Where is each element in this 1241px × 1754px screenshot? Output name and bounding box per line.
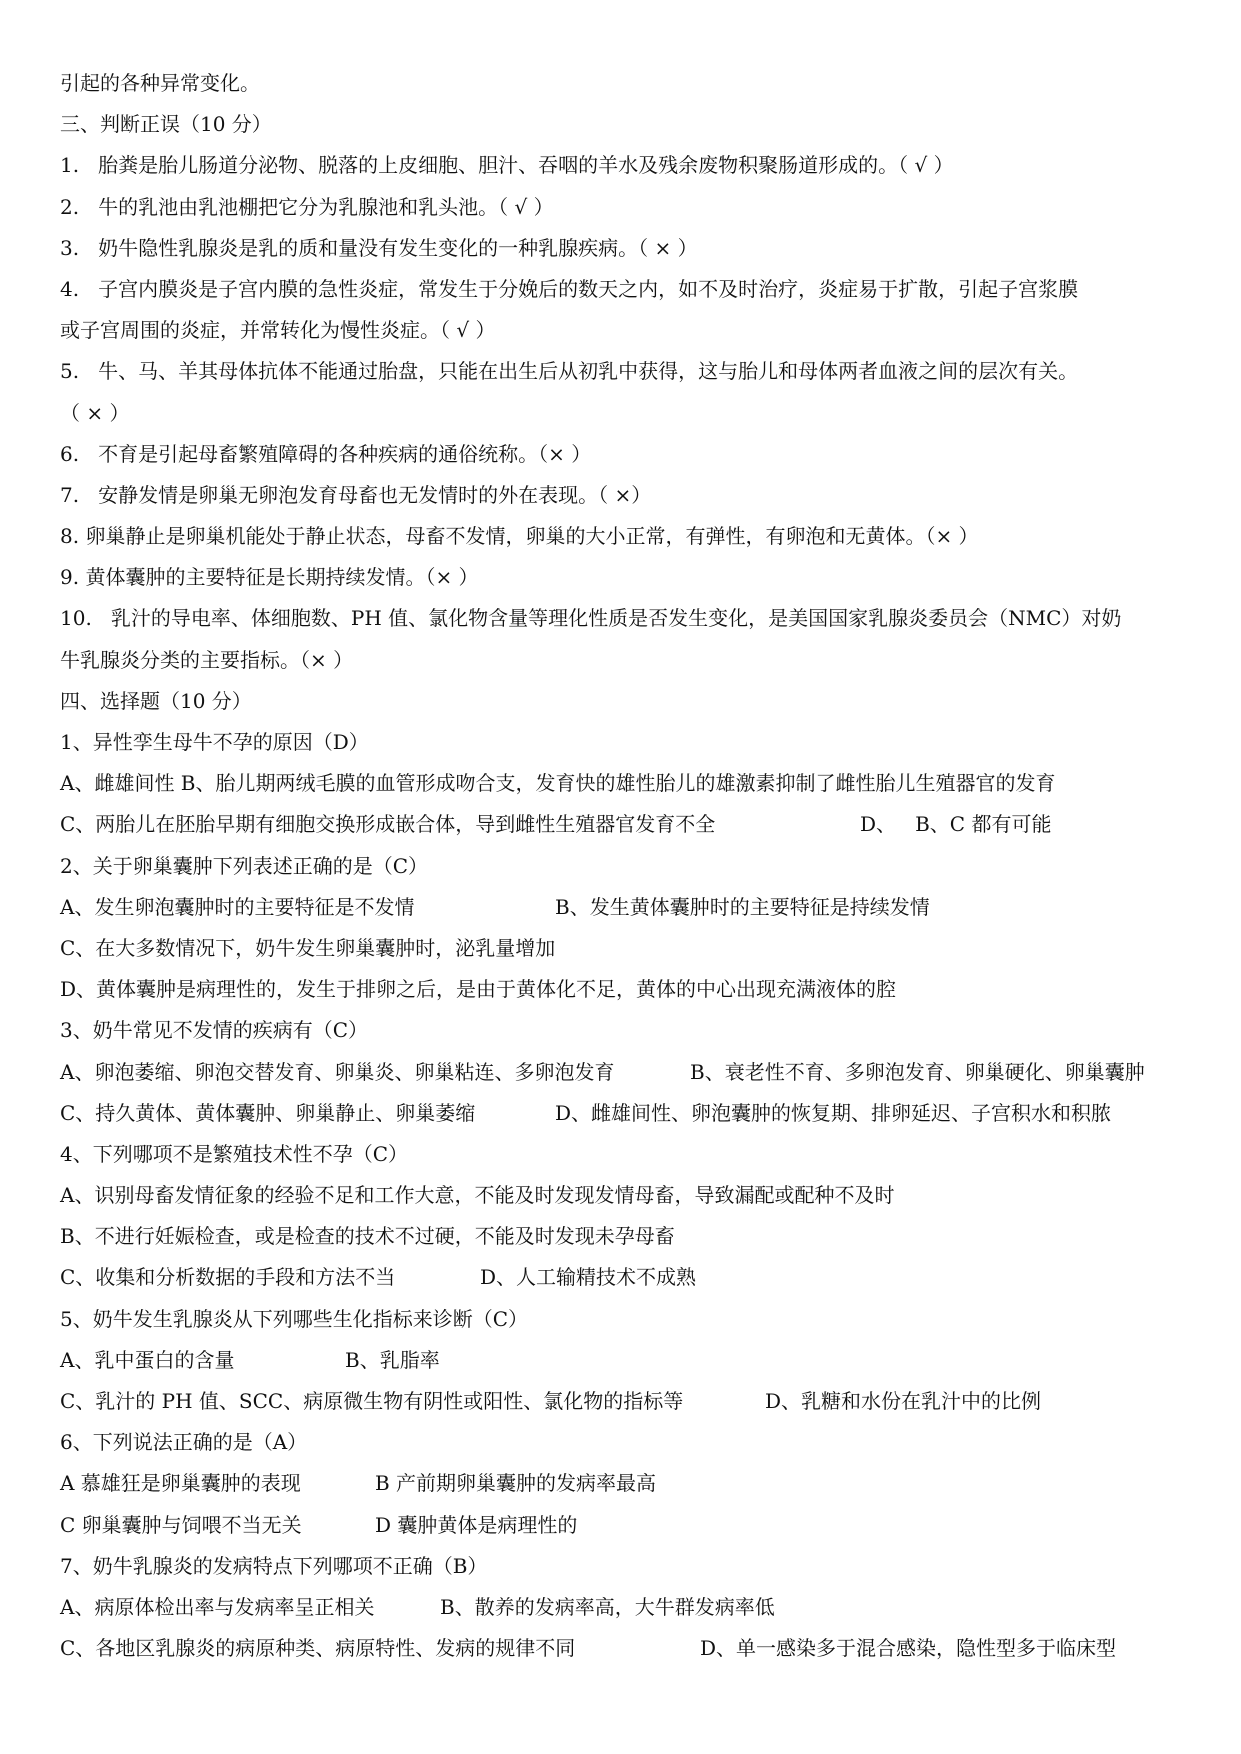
option-right: D、单一感染多于混合感染，隐性型多于临床型 xyxy=(700,1636,1117,1661)
option-line: D、黄体囊肿是病理性的，发生于排卵之后，是由于黄体化不足，黄体的中心出现充满液体的腔 xyxy=(60,977,897,1002)
option-left: A、病原体检出率与发病率呈正相关 xyxy=(60,1594,375,1619)
text-line: 7. 安静发情是卵巢无卵泡发育母畜也无发情时的外在表现。（ ×） xyxy=(60,482,652,507)
option-line xyxy=(60,1052,1190,1093)
option-left: C、各地区乳腺炎的病原种类、病原特性、发病的规律不同 xyxy=(60,1636,576,1661)
option-right: D、雌雄间性、卵泡囊肿的恢复期、排卵延迟、子宫积水和积脓 xyxy=(555,1100,1112,1125)
option-right: B、乳脂率 xyxy=(345,1347,440,1372)
text-line: （ × ） xyxy=(60,400,130,425)
option-left: C、持久黄体、黄体囊肿、卵巢静止、卵巢萎缩 xyxy=(60,1100,476,1125)
option-right: D、人工输精技术不成熟 xyxy=(480,1265,697,1290)
question-line: 1、异性孪生母牛不孕的原因（D） xyxy=(60,730,369,754)
option-line: A、识别母畜发情征象的经验不足和工作大意，不能及时发现发情母畜，导致漏配或配种不及时 xyxy=(60,1183,895,1208)
question-line: 2、关于卵巢囊肿下列表述正确的是（C） xyxy=(60,853,429,878)
option-left: C、两胎儿在胚胎早期有细胞交换形成嵌合体，导到雌性生殖器官发育不全 xyxy=(60,812,716,837)
option-line xyxy=(60,1257,1190,1298)
option-left: A 慕雄狂是卵巢囊肿的表现 xyxy=(60,1471,301,1496)
text-line: 9. 黄体囊肿的主要特征是长期持续发情。（× ） xyxy=(60,565,479,590)
option-line xyxy=(60,1340,1190,1381)
option-line: A、雌雄间性 B、胎儿期两绒毛膜的血管形成吻合支，发育快的雄性胎儿的雄激素抑制了雌性胎儿生殖器官的发育 xyxy=(60,771,1056,796)
option-right: B、衰老性不育、多卵泡发育、卵巢硬化、卵巢囊肿 xyxy=(690,1059,1145,1084)
option-right: D、乳糖和水份在乳汁中的比例 xyxy=(765,1389,1042,1413)
option-left: A、发生卵泡囊肿时的主要特征是不发情 xyxy=(60,894,415,919)
question-line: 3、奶牛常见不发情的疾病有（C） xyxy=(60,1018,369,1043)
option-right: B 产前期卵巢囊肿的发病率最高 xyxy=(375,1471,657,1496)
text-line: 引起的各种异常变化。 xyxy=(60,71,260,95)
option-line xyxy=(60,887,1190,928)
option-line xyxy=(60,1628,1190,1669)
option-left: C 卵巢囊肿与饲喂不当无关 xyxy=(60,1512,302,1537)
text-line: 3. 奶牛隐性乳腺炎是乳的质和量没有发生变化的一种乳腺疾病。（ × ） xyxy=(60,235,698,260)
option-line xyxy=(60,1587,1190,1628)
option-line xyxy=(60,1463,1190,1504)
section-heading: 三、判断正误（10 分） xyxy=(60,112,272,137)
option-left: C、收集和分析数据的手段和方法不当 xyxy=(60,1265,396,1290)
question-line: 6、下列说法正确的是（A） xyxy=(60,1430,308,1455)
text-line: 5. 牛、马、羊其母体抗体不能通过胎盘，只能在出生后从初乳中获得，这与胎儿和母体两者血液之间的层次有关。 xyxy=(60,359,1079,384)
question-line: 7、奶牛乳腺炎的发病特点下列哪项不正确（B） xyxy=(60,1553,488,1578)
option-left: A、卵泡萎缩、卵泡交替发育、卵巢炎、卵巢粘连、多卵泡发育 xyxy=(60,1059,615,1084)
option-line: B、不进行妊娠检查，或是检查的技术不过硬，不能及时发现未孕母畜 xyxy=(60,1224,675,1249)
text-line: 1. 胎粪是胎儿肠道分泌物、脱落的上皮细胞、胆汁、吞咽的羊水及残余废物积聚肠道形成的。（ √ ） xyxy=(60,153,954,178)
text-line: 或子宫周围的炎症，并常转化为慢性炎症。（ √ ） xyxy=(60,318,496,343)
document-page xyxy=(60,63,1190,1669)
text-line: 牛乳腺炎分类的主要指标。（× ） xyxy=(60,647,354,672)
text-line: 8. 卵巢静止是卵巢机能处于静止状态，母畜不发情，卵巢的大小正常，有弹性，有卵泡和无黄体。（× ） xyxy=(60,524,979,549)
option-right: D、 B、C 都有可能 xyxy=(860,812,1052,837)
text-line: 4. 子宫内膜炎是子宫内膜的急性炎症，常发生于分娩后的数天之内，如不及时治疗，炎症易于扩散，引起子宫浆膜 xyxy=(60,276,1079,301)
option-line xyxy=(60,804,1190,845)
option-line xyxy=(60,1093,1190,1134)
option-line: C、在大多数情况下，奶牛发生卵巢囊肿时，泌乳量增加 xyxy=(60,935,556,960)
option-line xyxy=(60,1505,1190,1546)
text-line: 2. 牛的乳池由乳池棚把它分为乳腺池和乳头池。（ √ ） xyxy=(60,194,554,219)
question-line: 4、下列哪项不是繁殖技术性不孕（C） xyxy=(60,1141,409,1166)
text-line: 6. 不育是引起母畜繁殖障碍的各种疾病的通俗统称。（× ） xyxy=(60,441,592,466)
option-left: A、乳中蛋白的含量 xyxy=(60,1347,235,1372)
section-heading: 四、选择题（10 分） xyxy=(60,688,252,713)
option-left: C、乳汁的 PH 值、SCC、病原微生物有阴性或阳性、氯化物的指标等 xyxy=(60,1389,684,1413)
option-right: B、散养的发病率高，大牛群发病率低 xyxy=(440,1594,775,1619)
option-right: D 囊肿黄体是病理性的 xyxy=(375,1512,578,1537)
text-line: 10. 乳汁的导电率、体细胞数、PH 值、氯化物含量等理化性质是否发生变化，是美国国家乳腺炎委员会（NMC）对奶 xyxy=(60,606,1122,631)
option-line xyxy=(60,1381,1190,1422)
question-line: 5、奶牛发生乳腺炎从下列哪些生化指标来诊断（C） xyxy=(60,1306,529,1331)
option-right: B、发生黄体囊肿时的主要特征是持续发情 xyxy=(555,894,930,919)
